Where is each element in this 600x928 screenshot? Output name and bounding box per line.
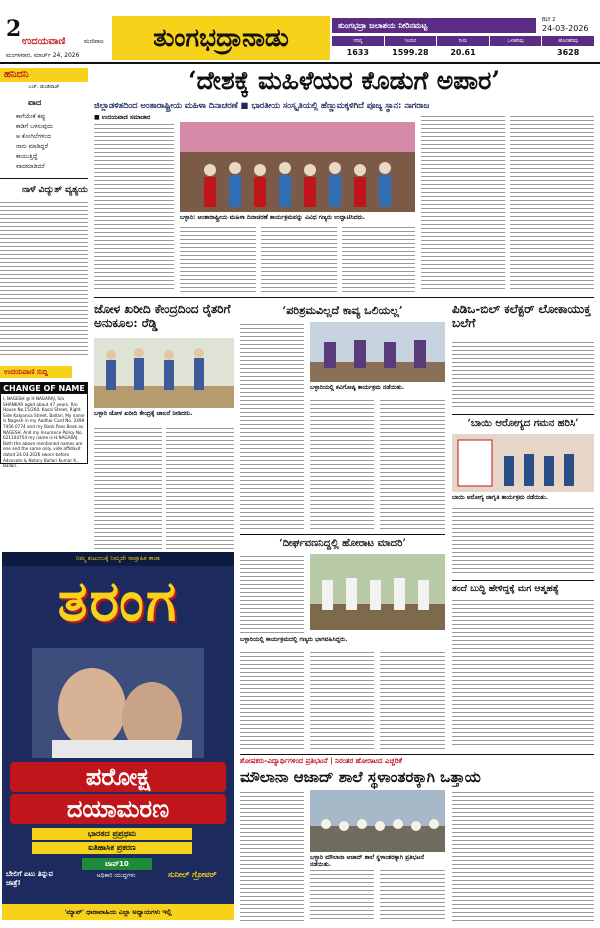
parishrama-photo (310, 322, 445, 382)
lead-col-6 (510, 114, 594, 292)
lead-col-5 (421, 114, 505, 292)
maulana-col-4 (452, 790, 594, 922)
lead-col-2 (180, 225, 256, 292)
dam-value-cell: 20.61 (450, 48, 476, 57)
divider (94, 297, 594, 298)
poem-title: ವಾದ (28, 98, 42, 107)
maulana-photo (310, 790, 445, 852)
pidio-body (452, 340, 594, 410)
dam-value-cell: 1599.28 (392, 48, 429, 57)
tande-headline: ತಂದೆ ಬುದ್ಧಿ ಹೇಳಿದ್ದಕ್ಕೆ ಮಗ ಆತ್ಮಹತ್ಯೆ (452, 584, 559, 594)
taranga-left-small: ಬೇಲಿಗೆ ಏಟು ತಿನ್ನುವ ಜಾತ್ರೆ! (6, 870, 54, 887)
parishrama-photo-illustration (310, 322, 445, 382)
dam-table-header (332, 36, 594, 46)
brand-name: ಉದಯವಾಣಿ (22, 36, 66, 47)
maulana-caption: ಬಳ್ಳಾರಿ ಮೌಲಾನಾ ಆಜಾದ್ ಶಾಲೆ ಸ್ಥಳಾಂತರಕ್ಕಾಗಿ ಪ್ರತಿಭಟನೆ ನಡೆಯಿತು. (310, 854, 425, 868)
dam-header-cell: ನೀರು (437, 36, 489, 46)
divider (240, 754, 594, 755)
dirdevanni-col-4 (380, 650, 445, 750)
poem-line: ನಾನು ಮಾಡಿದ್ದರೆ (16, 143, 49, 150)
poem-lines (0, 112, 88, 172)
dirdevanni-col-2 (240, 650, 304, 750)
lead-photo (180, 122, 415, 212)
dirdevanni-photo (310, 554, 445, 630)
lead-headline: ‘ದೇಶಕ್ಕೆ ಮಹಿಳೆಯರ ಕೊಡುಗೆ ಅಪಾರ’ (187, 66, 501, 95)
lead-col-3 (261, 225, 337, 292)
jola-photo (94, 338, 234, 408)
hanidani-author: ಎಚ್. ಡುಂಡಿರಾಜ್ (28, 84, 60, 90)
maulana-col-2 (310, 868, 374, 922)
lead-col-4 (342, 225, 415, 292)
stage-scene-illustration (180, 122, 415, 212)
dam-header-cell: ಒಳಹರಿವು (490, 36, 542, 46)
poem-line: ಆ ಕೋಗಿಲೆಗಳಿಂದ (16, 133, 51, 140)
taranga-ad[interactable] (2, 552, 234, 920)
change-of-name-body: I, NAGESH @ H NAGARAJ, S/o SHANKAR aged about 47 years, R/o House No.15/260, Kasai Street, Right Side Kalyanna Street, Ballari, My name is Nagesh in my Aadhar Card No. 2499 7456 0774 and my Bank Pass Book as NAGESH. And my Insurance Policy No. 621104754 my name is H.NAGARAJ. Both the above mentioned names are one and the same only. vide affidavit dated 24.03.2026 sworn before Advocate & Notary Ballari Kumar K., Ballari. (0, 394, 88, 464)
taranga-right-small: ಸುನೀಲ್ ಗ್ರೋವರ್ (168, 870, 217, 879)
change-of-name-title: CHANGE OF NAME (0, 382, 88, 394)
dirdevanni-col-3 (310, 650, 374, 750)
parishrama-headline: ‘ಪರಿಶ್ರಮವಿಲ್ಲದೆ ಕಾವ್ಯ ಒಲಿಯಲ್ಲ’ (282, 304, 403, 317)
dam-header-cell: ಗರಿಷ್ಠ (332, 36, 384, 46)
lead-subhead: ಜಿಲ್ಲಾಡಳಿತದಿಂದ ಅಂತಾರಾಷ್ಟ್ರೀಯ ಮಹಿಳಾ ದಿನಾಚರಣೆ ■ ಭಾರತೀಯ ಸಂಸ್ಕೃತಿಯಲ್ಲಿ ಹೆಣ್ಣುಮಕ್ಕಳಿಗಿದೆ ಪೂಜ್ಯ ಸ್ಥಾನ: ನಾಗರಾಜ (94, 100, 430, 110)
lead-headline-box (94, 66, 594, 96)
nale-body-text (0, 200, 88, 358)
dam-table-title: ತುಂಗಭದ್ರಾ ಜಲಾಶಯ ನೀರಿನಮಟ್ಟ (332, 18, 536, 33)
date-box: 24-03-2026 (542, 24, 589, 33)
maulana-photo-illustration (310, 790, 445, 852)
taranga-banner-2: ದಯಾಮರಣ (10, 794, 226, 824)
edition: ಮಣಿಪಾಲ (84, 38, 104, 45)
taranga-top10: ಟಾಪ್10 (82, 858, 152, 870)
left-column (0, 68, 88, 550)
hanidani-title: ಹನಿದನಿ (0, 68, 88, 82)
taranga-banner-1: ಪರೋಕ್ಷ (10, 762, 226, 792)
ply-label: BLY 2 (542, 17, 556, 23)
dirdevanni-headline: ‘ದೀರ್ಘವಣನಿದ್ದಲ್ಲಿ ಹೋರಾಟ ಮಾದರಿ’ (279, 538, 406, 549)
taranga-sub-1: ಭಾರತದ ಪ್ರಪ್ರಥಮ (32, 828, 192, 840)
dam-value-cell: 1633 (346, 48, 369, 57)
parishrama-col-1 (240, 322, 304, 530)
taranga-footer: 'ಮ್ಯಾಪ್' ಧಾರಾವಾಹಿಯ ಎಲ್ಲಾ ಅಧ್ಯಾಯಗಳು ಇಲ್ಲಿ (2, 904, 234, 920)
divider (0, 178, 88, 179)
section-title: ತುಂಗಭದ್ರಾನಾಡು (153, 23, 289, 52)
jola-col-2 (166, 426, 234, 550)
dateline: ಮಂಗಳವಾರ, ಮಾರ್ಚ್ 24, 2026 (6, 52, 80, 59)
jola-photo-illustration (94, 338, 234, 408)
dirdevanni-caption: ಬಳ್ಳಾರಿಯಲ್ಲಿ ಕಾರ್ಯಕ್ರಮದಲ್ಲಿ ಗಣ್ಯರು ಭಾಗವಹಿಸಿದ್ದರು. (240, 636, 348, 643)
parishrama-col-2 (310, 398, 374, 530)
divider (452, 580, 594, 581)
dirdevanni-col-1 (240, 554, 304, 634)
jola-headline: ಜೋಳ ಖರೀದಿ ಕೇಂದ್ರದಿಂದ ರೈತರಿಗೆ ಅನುಕೂಲ: ರೆಡ್ಡಿ (94, 302, 231, 330)
nale-title: ನಾಳೆ ವಿದ್ಯುತ್ ವ್ಯತ್ಯಯ (22, 185, 88, 195)
dam-header-cell: ಇಂದಿನ (385, 36, 437, 46)
taranga-sub-2: ಐತಿಹಾಸಿಕ ಪ್ರಕರಣ (32, 842, 192, 854)
jola-col-1 (94, 426, 162, 550)
parishrama-caption: ಬಳ್ಳಾರಿಯಲ್ಲಿ ಕವಿಗೋಷ್ಠಿ ಕಾರ್ಯಕ್ರಮ ನಡೆಯಿತು. (310, 384, 405, 391)
parishrama-col-3 (380, 398, 445, 530)
dam-table-values (332, 48, 594, 59)
maulana-col-1 (240, 790, 304, 922)
poem-line: ಕಾಡಿಗೆ ಬಳಸುವುದು (16, 123, 54, 130)
taranga-cover-illustration (32, 648, 204, 758)
taranga-title: ತರಂಗ (57, 568, 179, 634)
maulana-kicker: ಶೋಷಕರು-ವಿದ್ಯಾರ್ಥಿಗಳಿಂದ ಪ್ರತಿಭಟನೆ | ನಿರಂತರ ಹೋರಾಟದ ಎಚ್ಚರಿಕೆ (240, 757, 403, 765)
poem-line: ಕಾಗೆಯೇಕೆ ಕಪ್ಪು (16, 113, 46, 120)
taranga-top-line: ನಿಮ್ಮ ಕುಟುಂಬಕ್ಕೆ ನಿಮ್ಮದೇ ಸಾಪ್ತಾಹಿಕ ತಾಜಾ (2, 552, 234, 566)
lead-col-1 (94, 122, 174, 292)
divider (452, 414, 594, 415)
dam-header-cell: ಹೊರಹರಿವು (542, 36, 594, 46)
masthead-rule (0, 62, 600, 64)
ad-label: ಉದಯವಾಣಿ ಸುದ್ದಿ (0, 366, 72, 378)
poem-line: ಕಾಯುತ್ತಿದ್ದೆ (16, 153, 38, 160)
bayi-photo (452, 434, 594, 492)
divider (240, 534, 445, 535)
maulana-headline: ಮೌಲಾನಾ ಆಜಾದ್ ಶಾಲೆ ಸ್ಥಳಾಂತರಕ್ಕಾಗಿ ಒತ್ತಾಯ (240, 768, 481, 786)
page-number: 2 (6, 16, 22, 42)
dam-value-cell (490, 48, 542, 59)
tande-body (452, 598, 594, 748)
bayi-photo-illustration (452, 434, 594, 492)
jola-caption: ಬಳ್ಳಾರಿ ಜೋಳ ಖರೀದಿ ಕೇಂದ್ರಕ್ಕೆ ಚಾಲನೆ ನೀಡಿದರು. (94, 410, 193, 417)
bayi-body (452, 506, 594, 576)
bayi-headline: ‘ಬಾಯಿ ಆರೋಗ್ಯದ ಗಮನ ಹರಿಸಿ’ (467, 418, 579, 429)
taranga-list-label: ಅಧಿಕಾರಿ ಯುದ್ಧಗಳು (96, 872, 136, 879)
lead-caption: ಬಳ್ಳಾರಿ: ಅಂತಾರಾಷ್ಟ್ರೀಯ ಮಹಿಳಾ ದಿನಾಚರಣೆ ಕಾರ್ಯಕ್ರಮವನ್ನು ವಿವಿಧ ಗಣ್ಯರು ಉದ್ಘಾಟಿಸಿದರು. (180, 214, 365, 221)
maulana-col-3 (380, 868, 445, 922)
pidio-headline: ಪಿಡಿಒ-ಬಿಲ್ ಕಲೆಕ್ಟರ್ ಲೋಕಾಯುಕ್ತ ಬಲೆಗೆ (452, 302, 591, 330)
lead-byline: ■ ಉದಯವಾಣಿ ಸಮಾಚಾರ (94, 114, 151, 121)
dam-value-cell: 3628 (557, 48, 580, 57)
bayi-caption: ಬಾಯಿ ಆರೋಗ್ಯ ಜಾಗೃತಿ ಕಾರ್ಯಕ್ರಮ ನಡೆಯಿತು. (452, 494, 548, 501)
poem-line: ವಾದಮಾಡಿದರೆ (16, 163, 45, 170)
dirdevanni-photo-illustration (310, 554, 445, 630)
section-banner (112, 16, 330, 60)
